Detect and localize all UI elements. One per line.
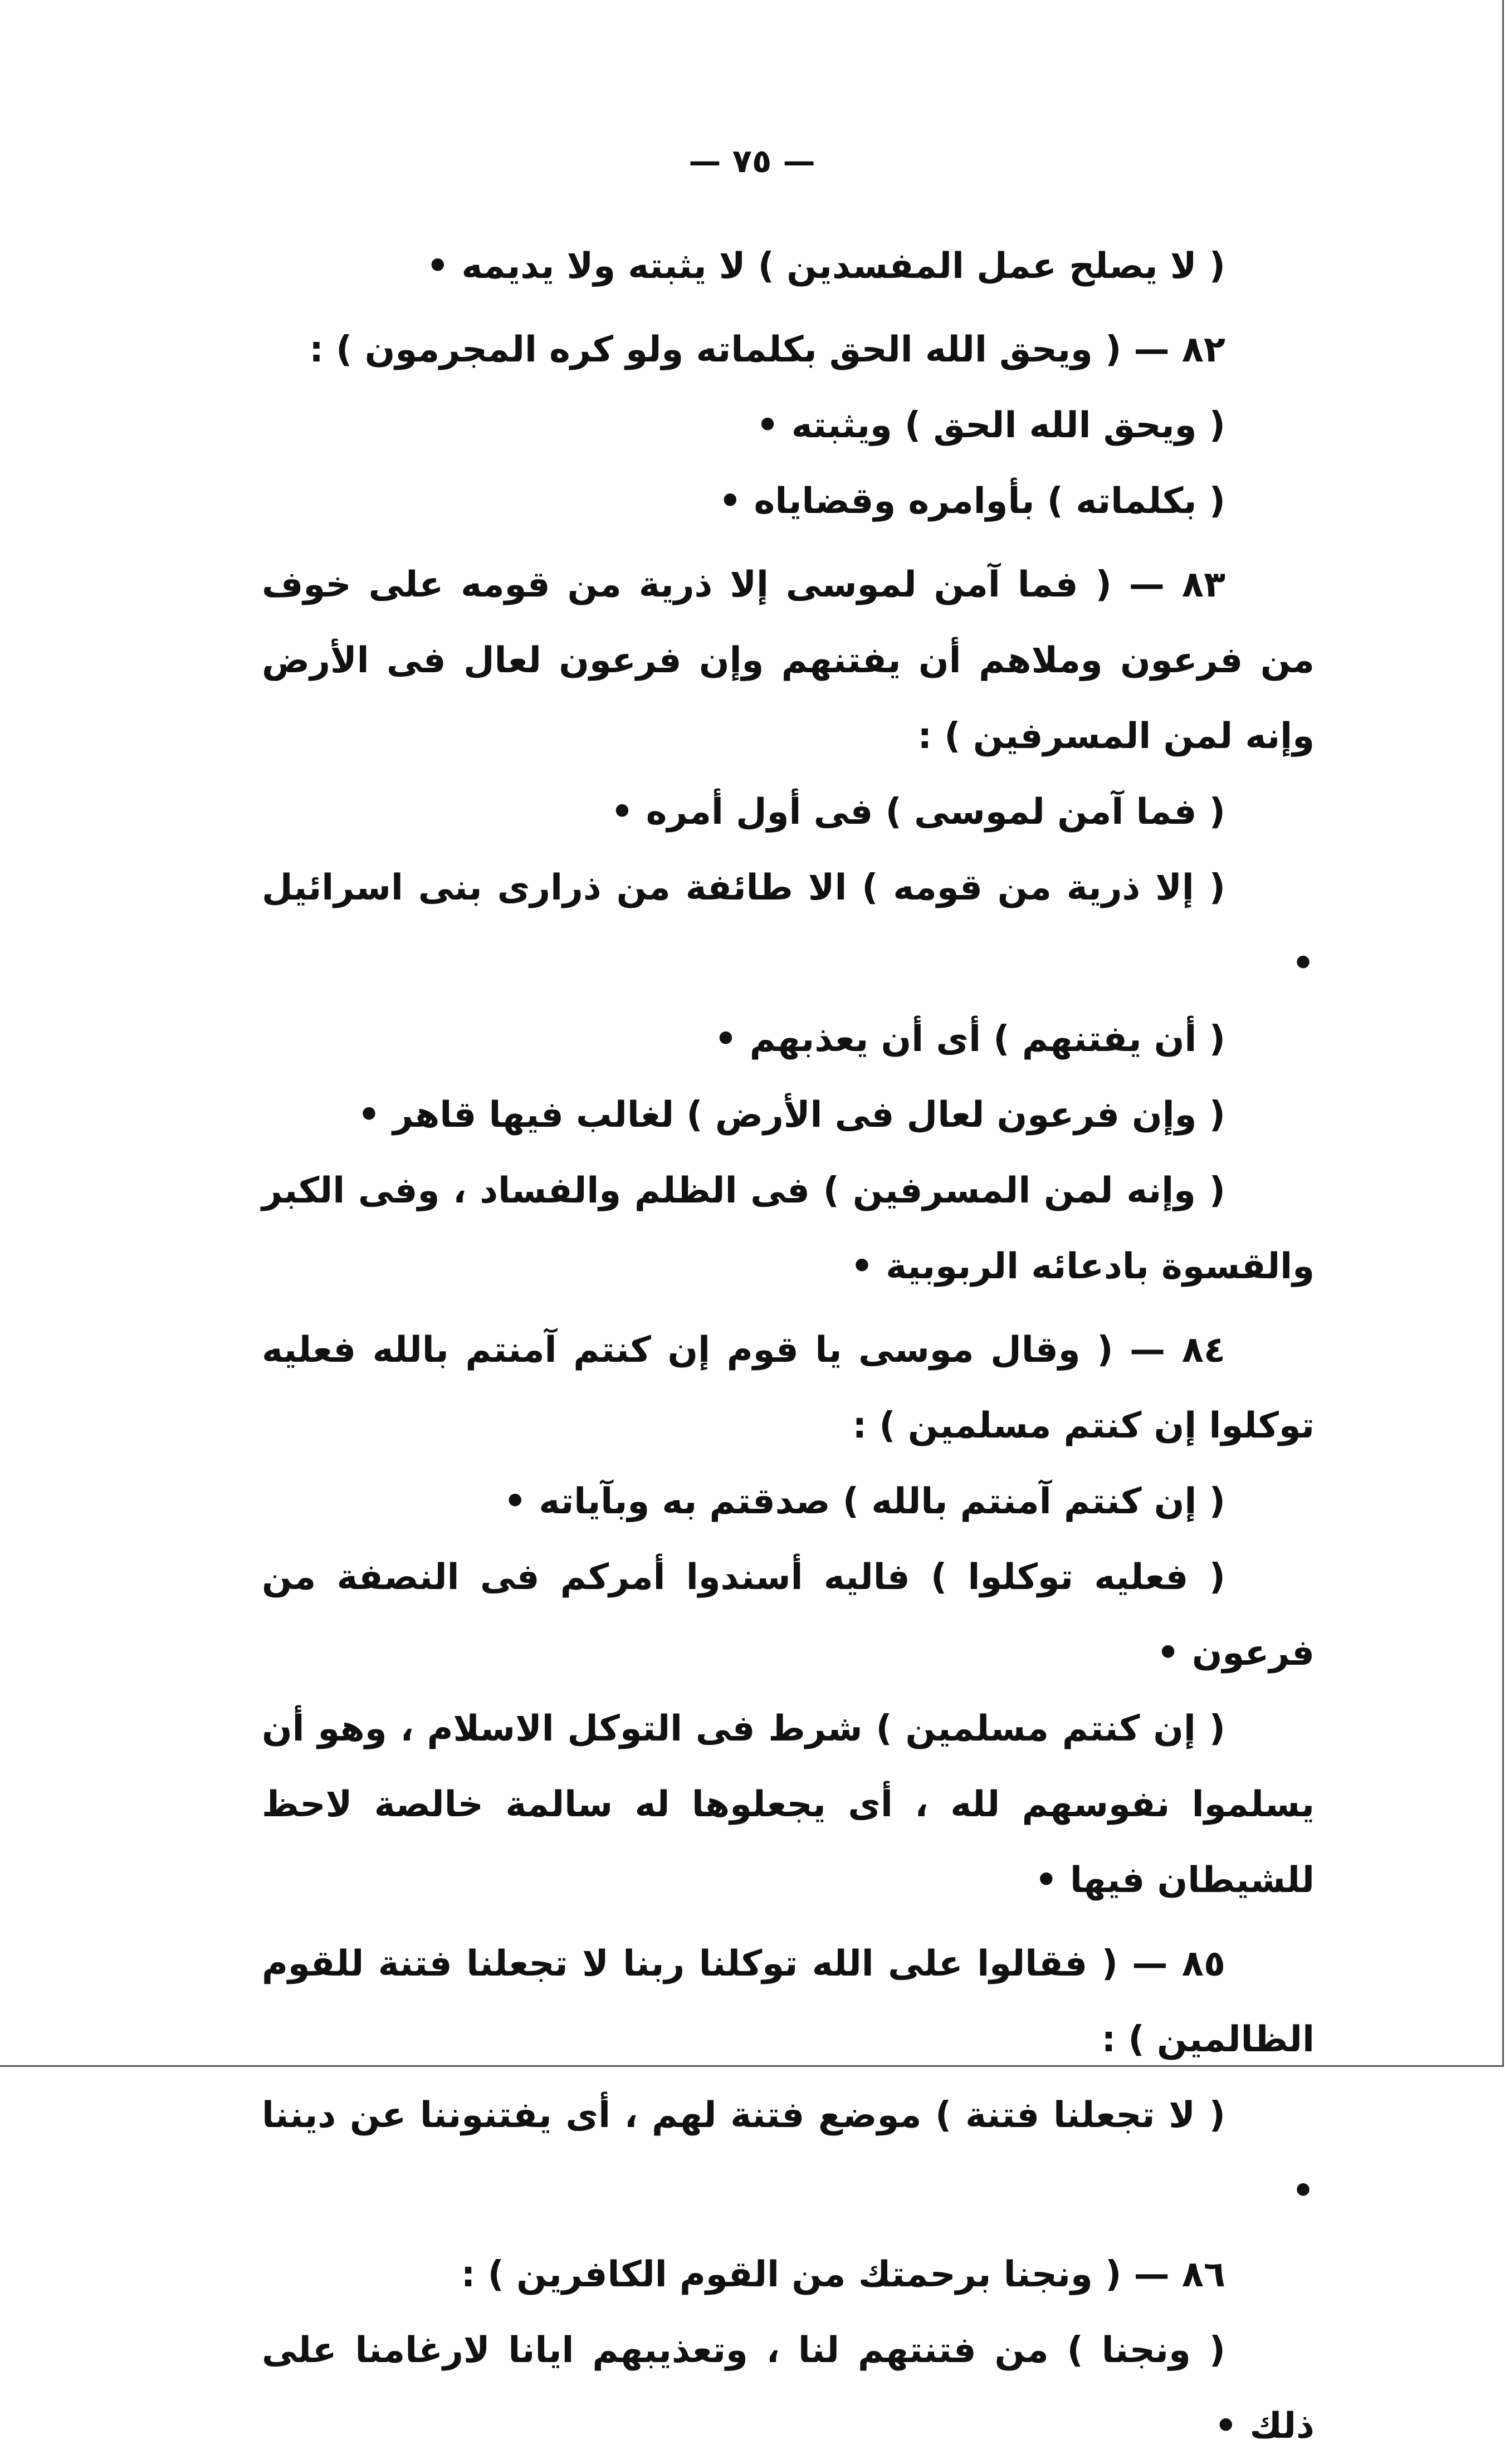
commentary-paragraph: ( إن كنتم آمنتم بالله ) صدقتم به وبآياته • [504,1481,1225,1522]
commentary-paragraph: ( لا يصلح عمل المفسدين ) لا يثبته ولا يديمه • [426,246,1225,287]
commentary-paragraph: ( أن يفتنهم ) أى أن يعذبهم • [714,1019,1225,1060]
commentary-paragraph: ( إلا ذرية من قومه ) الا طائفة من ذرارى بنى اسرائيل • [262,867,1315,984]
commentary-paragraph: ( إن كنتم مسلمين ) شرط فى التوكل الاسلام ، وهو أن يسلموا نفوسهم لله ، أى يجعلوها له سالمة خالصة لاحظ للشيطان فيها • [262,1708,1315,1901]
commentary-paragraph: ( ويحق الله الحق ) ويثبته • [756,405,1225,446]
verse-paragraph: ٨٦ — ( ونجنا برحمتك من القوم الكافرين ) : [461,2254,1225,2295]
page-body [262,228,1315,2464]
page-number: — ٧٥ — [688,142,815,180]
commentary-paragraph: ( فما آمن لموسى ) فى أول أمره • [610,791,1225,833]
verse-paragraph: ٨٤ — ( وقال موسى يا قوم إن كنتم آمنتم بالله فعليه توكلوا إن كنتم مسلمين ) : [262,1329,1315,1446]
verse-paragraph: ٨٢ — ( ويحق الله الحق بكلماته ولو كره المجرمون ) : [309,329,1225,370]
commentary-paragraph: ( بكلماته ) بأوامره وقضاياه • [719,481,1225,522]
commentary-paragraph: ( وإنه لمن المسرفين ) فى الظلم والفساد ، وفى الكبر والقسوة بادعائه الربوبية • [262,1170,1315,1287]
commentary-paragraph: ( فعليه توكلوا ) فاليه أسندوا أمركم فى النصفة من فرعون • [262,1557,1315,1674]
commentary-paragraph: ( وإن فرعون لعال فى الأرض ) لغالب فيها قاهر • [357,1094,1225,1136]
verse-paragraph: ٨٣ — ( فما آمن لموسى إلا ذرية من قومه على خوف من فرعون وملاهم أن يفتنهم وإن فرعون لعال فى الأرض وإنه لمن المسرفين ) : [262,564,1315,757]
verse-paragraph: ٨٥ — ( فقالوا على الله توكلنا ربنا لا تجعلنا فتنة للقوم الظالمين ) : [262,1943,1315,2060]
commentary-paragraph: ( ونجنا ) من فتنتهم لنا ، وتعذيبهم ايانا لارغامنا على ذلك • [262,2330,1315,2447]
commentary-paragraph: ( لا تجعلنا فتنة ) موضع فتنة لهم ، أى يفتنوننا عن ديننا • [262,2095,1315,2212]
